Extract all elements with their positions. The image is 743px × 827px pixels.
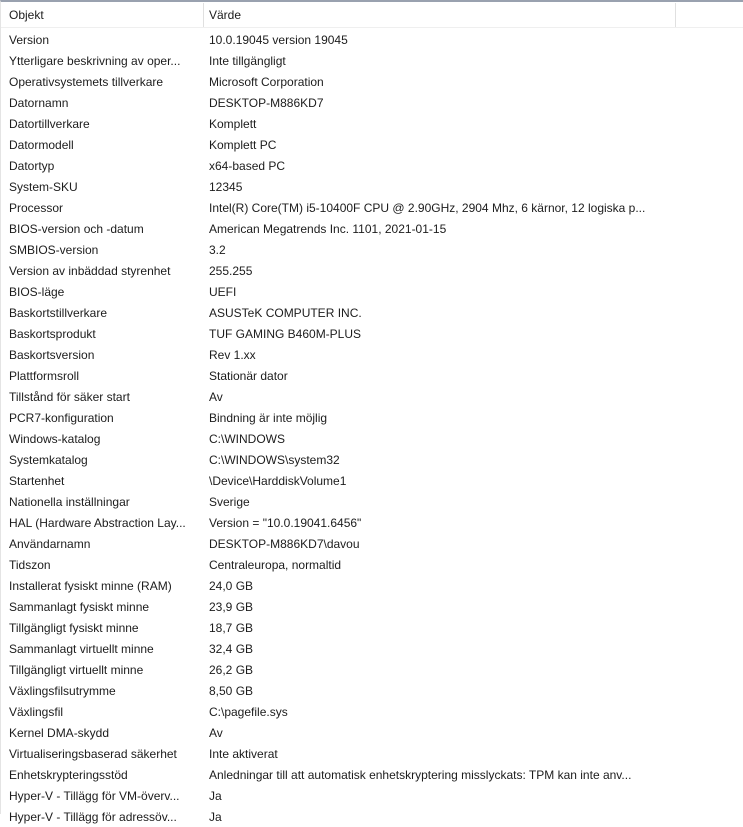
row-label: Nationella inställningar [9, 494, 130, 509]
table-row[interactable] [1, 491, 743, 512]
table-row[interactable] [1, 596, 743, 617]
row-label: Växlingsfilsutrymme [9, 683, 116, 698]
row-label: Tidszon [9, 557, 51, 572]
table-row[interactable] [1, 176, 743, 197]
table-row[interactable] [1, 638, 743, 659]
row-label: Tillgängligt fysiskt minne [9, 620, 139, 635]
row-value: 8,50 GB [209, 683, 254, 698]
row-label: Operativsystemets tillverkare [9, 74, 164, 89]
row-value: Version = "10.0.19041.6456" [209, 515, 362, 530]
row-label: Datortyp [9, 158, 55, 173]
row-value: Ja [209, 809, 222, 824]
table-row[interactable] [1, 92, 743, 113]
row-value: 12345 [209, 179, 243, 194]
list-body [1, 28, 743, 827]
table-row[interactable] [1, 302, 743, 323]
table-row[interactable] [1, 260, 743, 281]
row-label: HAL (Hardware Abstraction Lay... [9, 515, 186, 530]
row-value: 10.0.19045 version 19045 [209, 32, 348, 47]
table-row[interactable] [1, 764, 743, 785]
row-value: C:\pagefile.sys [209, 704, 288, 719]
row-label: Processor [9, 200, 64, 215]
table-row[interactable] [1, 617, 743, 638]
row-value: C:\WINDOWS\system32 [209, 452, 340, 467]
table-row[interactable] [1, 659, 743, 680]
table-row[interactable] [1, 722, 743, 743]
table-row[interactable] [1, 701, 743, 722]
table-row[interactable] [1, 575, 743, 596]
table-row[interactable] [1, 386, 743, 407]
table-row[interactable] [1, 281, 743, 302]
table-row[interactable] [1, 29, 743, 50]
row-value: Komplett PC [209, 137, 277, 152]
row-value: 18,7 GB [209, 620, 254, 635]
row-value: DESKTOP-M886KD7 [209, 95, 324, 110]
table-row[interactable] [1, 785, 743, 806]
table-row[interactable] [1, 323, 743, 344]
row-label: SMBIOS-version [9, 242, 99, 257]
row-label: BIOS-version och -datum [9, 221, 144, 236]
table-row[interactable] [1, 680, 743, 701]
row-value: 255.255 [209, 263, 253, 278]
row-label: Datortillverkare [9, 116, 90, 131]
row-label: Version av inbäddad styrenhet [9, 263, 171, 278]
row-value: Bindning är inte möjlig [209, 410, 328, 425]
row-label: Kernel DMA-skydd [9, 725, 110, 740]
row-value: UEFI [209, 284, 237, 299]
row-value: ASUSTeK COMPUTER INC. [209, 305, 362, 320]
table-row[interactable] [1, 155, 743, 176]
table-row[interactable] [1, 428, 743, 449]
table-row[interactable] [1, 50, 743, 71]
row-label: Startenhet [9, 473, 65, 488]
row-value: 23,9 GB [209, 599, 254, 614]
row-value: 26,2 GB [209, 662, 254, 677]
row-label: Hyper-V - Tillägg för VM-överv... [9, 788, 180, 803]
row-value: Intel(R) Core(TM) i5-10400F CPU @ 2.90GHz, 2904 Mhz, 6 kärnor, 12 logiska p... [209, 200, 646, 215]
table-row[interactable] [1, 533, 743, 554]
row-label: System-SKU [9, 179, 78, 194]
row-value: C:\WINDOWS [209, 431, 285, 446]
table-row[interactable] [1, 554, 743, 575]
table-row[interactable] [1, 470, 743, 491]
table-row[interactable] [1, 365, 743, 386]
row-label: Datornamn [9, 95, 69, 110]
row-label: Hyper-V - Tillägg för adressöv... [9, 809, 177, 824]
row-value: Anledningar till att automatisk enhetskryptering misslyckats: TPM kan inte anv... [209, 767, 632, 782]
row-value: 32,4 GB [209, 641, 254, 656]
table-row[interactable] [1, 113, 743, 134]
row-value: American Megatrends Inc. 1101, 2021-01-15 [209, 221, 447, 236]
row-label: Tillstånd för säker start [9, 389, 130, 404]
table-row[interactable] [1, 344, 743, 365]
row-value: Inte tillgängligt [209, 53, 286, 68]
row-label: Virtualiseringsbaserad säkerhet [9, 746, 177, 761]
table-row[interactable] [1, 407, 743, 428]
row-label: Systemkatalog [9, 452, 88, 467]
row-value: Stationär dator [209, 368, 288, 383]
table-row[interactable] [1, 512, 743, 533]
column-resize-handle[interactable] [675, 3, 676, 27]
row-label: Sammanlagt virtuellt minne [9, 641, 154, 656]
row-label: Baskortsversion [9, 347, 95, 362]
row-value: Rev 1.xx [209, 347, 256, 362]
row-value: Komplett [209, 116, 257, 131]
row-value: 24,0 GB [209, 578, 254, 593]
column-header-varde[interactable]: Värde [209, 7, 242, 22]
row-label: BIOS-läge [9, 284, 65, 299]
row-value: x64-based PC [209, 158, 286, 173]
row-label: Användarnamn [9, 536, 91, 551]
row-value: Inte aktiverat [209, 746, 278, 761]
row-value: Centraleuropa, normaltid [209, 557, 342, 572]
row-value: Sverige [209, 494, 250, 509]
table-row[interactable] [1, 449, 743, 470]
table-row[interactable] [1, 197, 743, 218]
row-label: Version [9, 32, 50, 47]
row-label: Baskortstillverkare [9, 305, 108, 320]
table-row[interactable] [1, 218, 743, 239]
row-value: Microsoft Corporation [209, 74, 324, 89]
row-label: Enhetskrypteringsstöd [9, 767, 128, 782]
table-row[interactable] [1, 743, 743, 764]
list-header [1, 2, 743, 28]
table-row[interactable] [1, 239, 743, 260]
row-label: Baskortsprodukt [9, 326, 96, 341]
row-value: 3.2 [209, 242, 226, 257]
row-label: Windows-katalog [9, 431, 101, 446]
table-row[interactable] [1, 71, 743, 92]
row-label: Växlingsfil [9, 704, 64, 719]
row-value: TUF GAMING B460M-PLUS [209, 326, 362, 341]
table-row[interactable] [1, 806, 743, 827]
column-header-objekt[interactable]: Objekt [9, 7, 44, 22]
row-label: Ytterligare beskrivning av oper... [9, 53, 181, 68]
table-row[interactable] [1, 134, 743, 155]
row-label: Tillgängligt virtuellt minne [9, 662, 144, 677]
row-label: Sammanlagt fysiskt minne [9, 599, 150, 614]
row-label: Plattformsroll [9, 368, 80, 383]
row-value: \Device\HarddiskVolume1 [209, 473, 347, 488]
row-value: Ja [209, 788, 222, 803]
row-label: Installerat fysiskt minne (RAM) [9, 578, 172, 593]
row-value: Av [209, 725, 223, 740]
column-resize-handle[interactable] [203, 3, 204, 27]
row-label: PCR7-konfiguration [9, 410, 114, 425]
row-value: Av [209, 389, 223, 404]
row-value: DESKTOP-M886KD7\davou [209, 536, 360, 551]
row-label: Datormodell [9, 137, 74, 152]
